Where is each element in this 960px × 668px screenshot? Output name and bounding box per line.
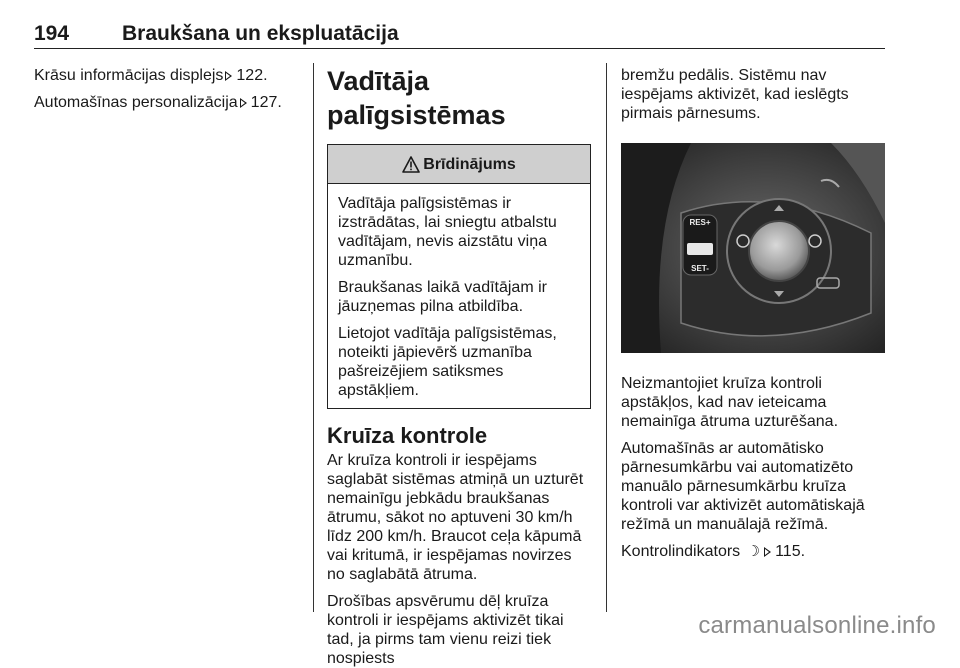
ref-page-link[interactable]: 115. [775, 543, 806, 560]
page-number: 194 [34, 22, 70, 45]
page-ref-arrow-icon [241, 98, 248, 108]
set-button-label: SET- [691, 264, 709, 273]
indicator-text: Kontrolindikators [621, 543, 741, 560]
body-paragraph: Ar kruīza kontroli ir iespējams saglabāt sistēmas atmiņā un uzturēt nemainīgu jebkādu braukšanas ātrumu, sākot no aptuveni 30 km/h līdz 200 km/h. Braucot ceļa kāpumā vai kritumā, ir iespējamas novirzes no saglabātā ātruma. [327, 452, 584, 583]
body-paragraph: Drošības apsvērumu dēļ kruīza kontroli ir iespējams aktivizēt tikai tad, ja pirms tam vienu reizi tiek nospiests [327, 593, 564, 667]
ref-text: Automašīnas personalizācija [34, 94, 238, 111]
warning-paragraph: Vadītāja palīgsistēmas ir izstrādātas, lai sniegtu atbalstu vadītājam, nevis aizstātu viņa uzmanību. [338, 195, 557, 269]
steering-wheel-controls-photo [621, 143, 885, 353]
indicator-line [621, 542, 886, 561]
warning-title: Brīdinājums [423, 155, 516, 173]
warning-triangle-icon [402, 156, 420, 173]
column-divider-1 [313, 63, 314, 612]
chapter-heading: Vadītāja palīgsistēmas [327, 66, 506, 130]
subsection-heading: Kruīza kontrole [327, 423, 488, 448]
cross-ref-line [34, 93, 304, 112]
ref-page-link[interactable]: 127. [250, 94, 282, 111]
warning-paragraph: Braukšanas laikā vadītājam ir jāuzņemas pilna atbildība. [338, 279, 547, 315]
body-paragraph: bremžu pedālis. Sistēmu nav iespējams aktivizēt, kad ieslēgts pirmais pārnesums. [621, 67, 849, 122]
section-title: Braukšana un ekspluatācija [122, 22, 399, 45]
warning-paragraph: Lietojot vadītāja palīgsistēmas, noteikti jāpievērš uzmanība pašreizējiem satiksmes apstākļiem. [338, 325, 557, 399]
ref-text: Krāsu informācijas displejs [34, 67, 224, 84]
watermark: carmanualsonline.info [698, 612, 936, 639]
warning-header [328, 145, 590, 184]
warning-box [327, 144, 591, 409]
page-header [34, 4, 884, 48]
page-ref-arrow-icon [765, 547, 772, 557]
column-2 [327, 64, 592, 668]
ref-page-link[interactable]: 122. [236, 67, 268, 84]
body-paragraph: Neizmantojiet kruīza kontroli apstākļos, kad nav ieteicama nemainīga ātruma uzturēšana. [621, 375, 839, 430]
body-paragraph: Automašīnās ar automātisko pārnesumkārbu vai automatizēto manuālo pārnesumkārbu kruīza kontroli var aktivizēt automātiskajā režīmā un manuālajā režīmā. [621, 440, 865, 533]
cruise-control-indicator-icon: ☽ [746, 543, 761, 560]
column-1 [34, 66, 304, 120]
page-ref-arrow-icon [226, 71, 233, 81]
cross-ref-line [34, 66, 304, 85]
column-divider-2 [606, 63, 607, 612]
column-3 [621, 66, 886, 561]
warning-body [328, 184, 590, 408]
res-button-label: RES+ [689, 218, 711, 227]
header-rule [34, 48, 885, 49]
